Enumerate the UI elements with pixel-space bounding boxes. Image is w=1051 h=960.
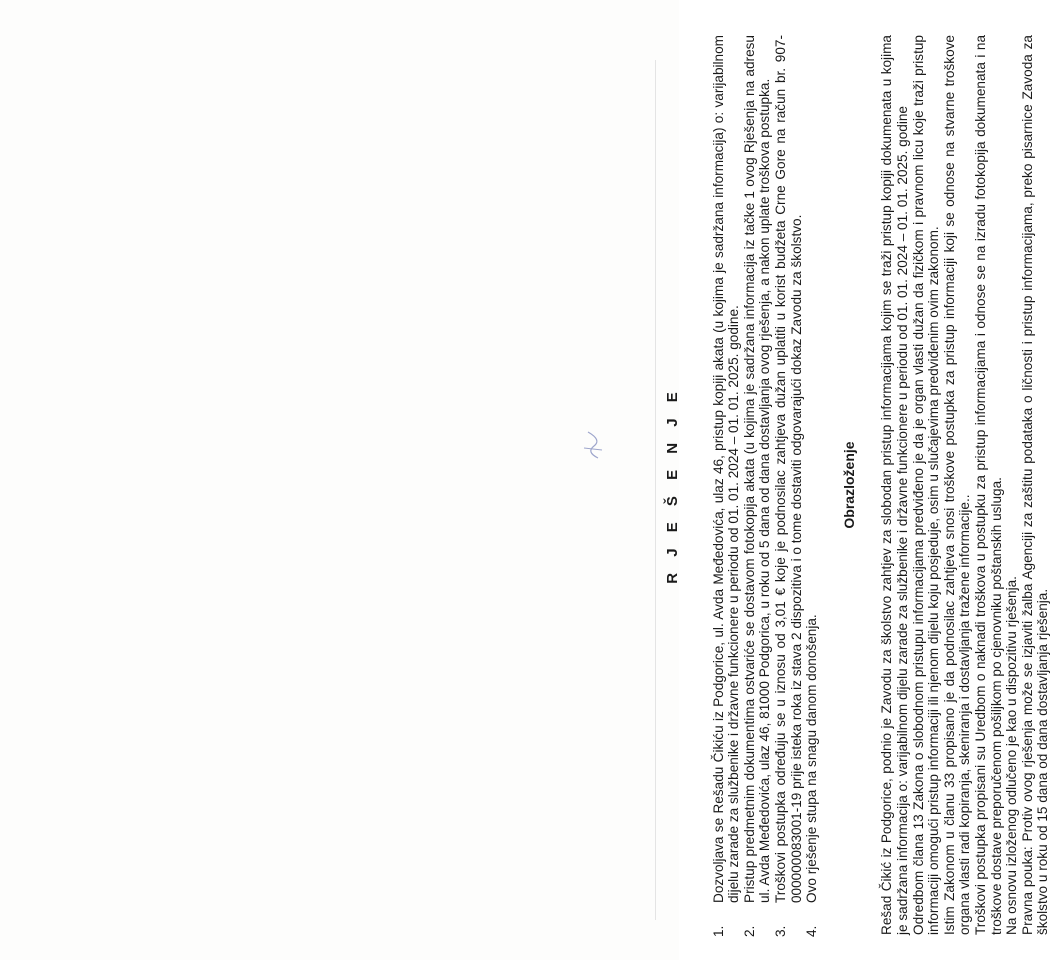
- item-number: 4.: [804, 925, 820, 937]
- document-body: [665, 35, 1051, 935]
- reasoning-heading: Obrazloženje: [840, 441, 857, 529]
- item-text: Pristup predmetnim dokumentima ostvariće se dostavom fotokopija akata (u kojima je sadržana informacija iz tačke 1 ovog Rješenja na adresu ul. Avda Međedovića, ulaz 46, 81000 Podgorica, u roku od 5 dana od dana dostavljanja ovog rješenja, a nakon uplate troškova postupka.: [741, 35, 773, 903]
- ink-mark-icon: [578, 428, 608, 462]
- page-edge-divider: [655, 60, 656, 920]
- reasoning-paragraph: Rešad Čikić iz Podgorice, podnio je Zavodu za školstvo zahtjev za slobodan pristup informacijama kojim se traži pristup kopiji dokumenata u kojima je sadržana informacija o: varijabilnom dijelu zarade za službenike i državne funkcionere u periodu od 01. 01. 2024 – 01. 01. 2025. godine: [879, 35, 910, 935]
- pen-stroke-icon: [578, 428, 608, 462]
- item-text: Dozvoljava se Rešadu Čikiću iz Podgorice, ul. Avda Međedovića, ulaz 46, pristup kopiji akata (u kojima je sadržana informacija) o: varijabilnom dijelu zarade za službenike i državne funkcionere u periodu od 01. 01. 2024 – 01. 01. 2025. godine.: [710, 35, 742, 903]
- item-number: 2.: [741, 925, 757, 937]
- item-number: 1.: [710, 925, 726, 937]
- decision-item: [741, 35, 773, 937]
- item-number: 3.: [772, 925, 788, 937]
- reasoning-paragraph: Na osnovu izloženog odlučeno je kao u dispozitivu rješenja.: [1004, 576, 1020, 935]
- decision-item: [804, 35, 820, 937]
- decision-list: [711, 35, 820, 935]
- item-text: Ovo rješenje stupa na snagu danom donošenja.: [804, 614, 820, 903]
- legal-remedy-paragraph: Pravna pouka: Protiv ovog rješenja može se izjaviti žalba Agenciji za zaštitu podataka o ličnosti i pristup informacijama, preko pisarnice Zavoda za školstvo u roku od 15 dana od dana dostavljanja rješenja.: [1019, 35, 1051, 935]
- decision-item: [710, 35, 742, 937]
- decision-item: [772, 35, 804, 937]
- reasoning-paragraph: Odredbom člana 13 Zakona o slobodnom pristupu informacijama predviđeno je da je organ vlasti dužan da fizičkom i pravnom licu koje traži pristup informaciji omogući pristup informaciji ili njenom dijelu koju posjeduje, osim u slučajevima predviđenim ovim zakonom.: [910, 35, 942, 935]
- reasoning-paragraph: Istim Zakonom u članu 33 propisano je da podnosilac zahtjeva snosi troškove postupka za pristup informaciji koji se odnose na stvarne troškove organa vlasti radi kopiranja, skeniranja i dostavljanja tražene informacije..: [941, 35, 973, 935]
- reasoning-paragraph: Troškovi postupka propisani su Uredbom o naknadi troškova u postupku za pristup informacijama i odnose se na izradu fotokopija dokumenata i na troškove dostave preporučenom pošiljkom po cjenovniku poštanskih usluga.: [972, 35, 1004, 935]
- document-title: R J E Š E N J E: [664, 386, 681, 584]
- item-text: Troškovi postupka određuju se u iznosu od 3,01 € koje je podnosilac zahtjeva dužan uplatiti u korist budžeta Crne Gore na račun br. 907-000000083001-19 prije isteka roka iz stava 2 dispozitiva i o tome dostaviti odgovarajući dokaz Zavodu za školstvo.: [772, 35, 804, 903]
